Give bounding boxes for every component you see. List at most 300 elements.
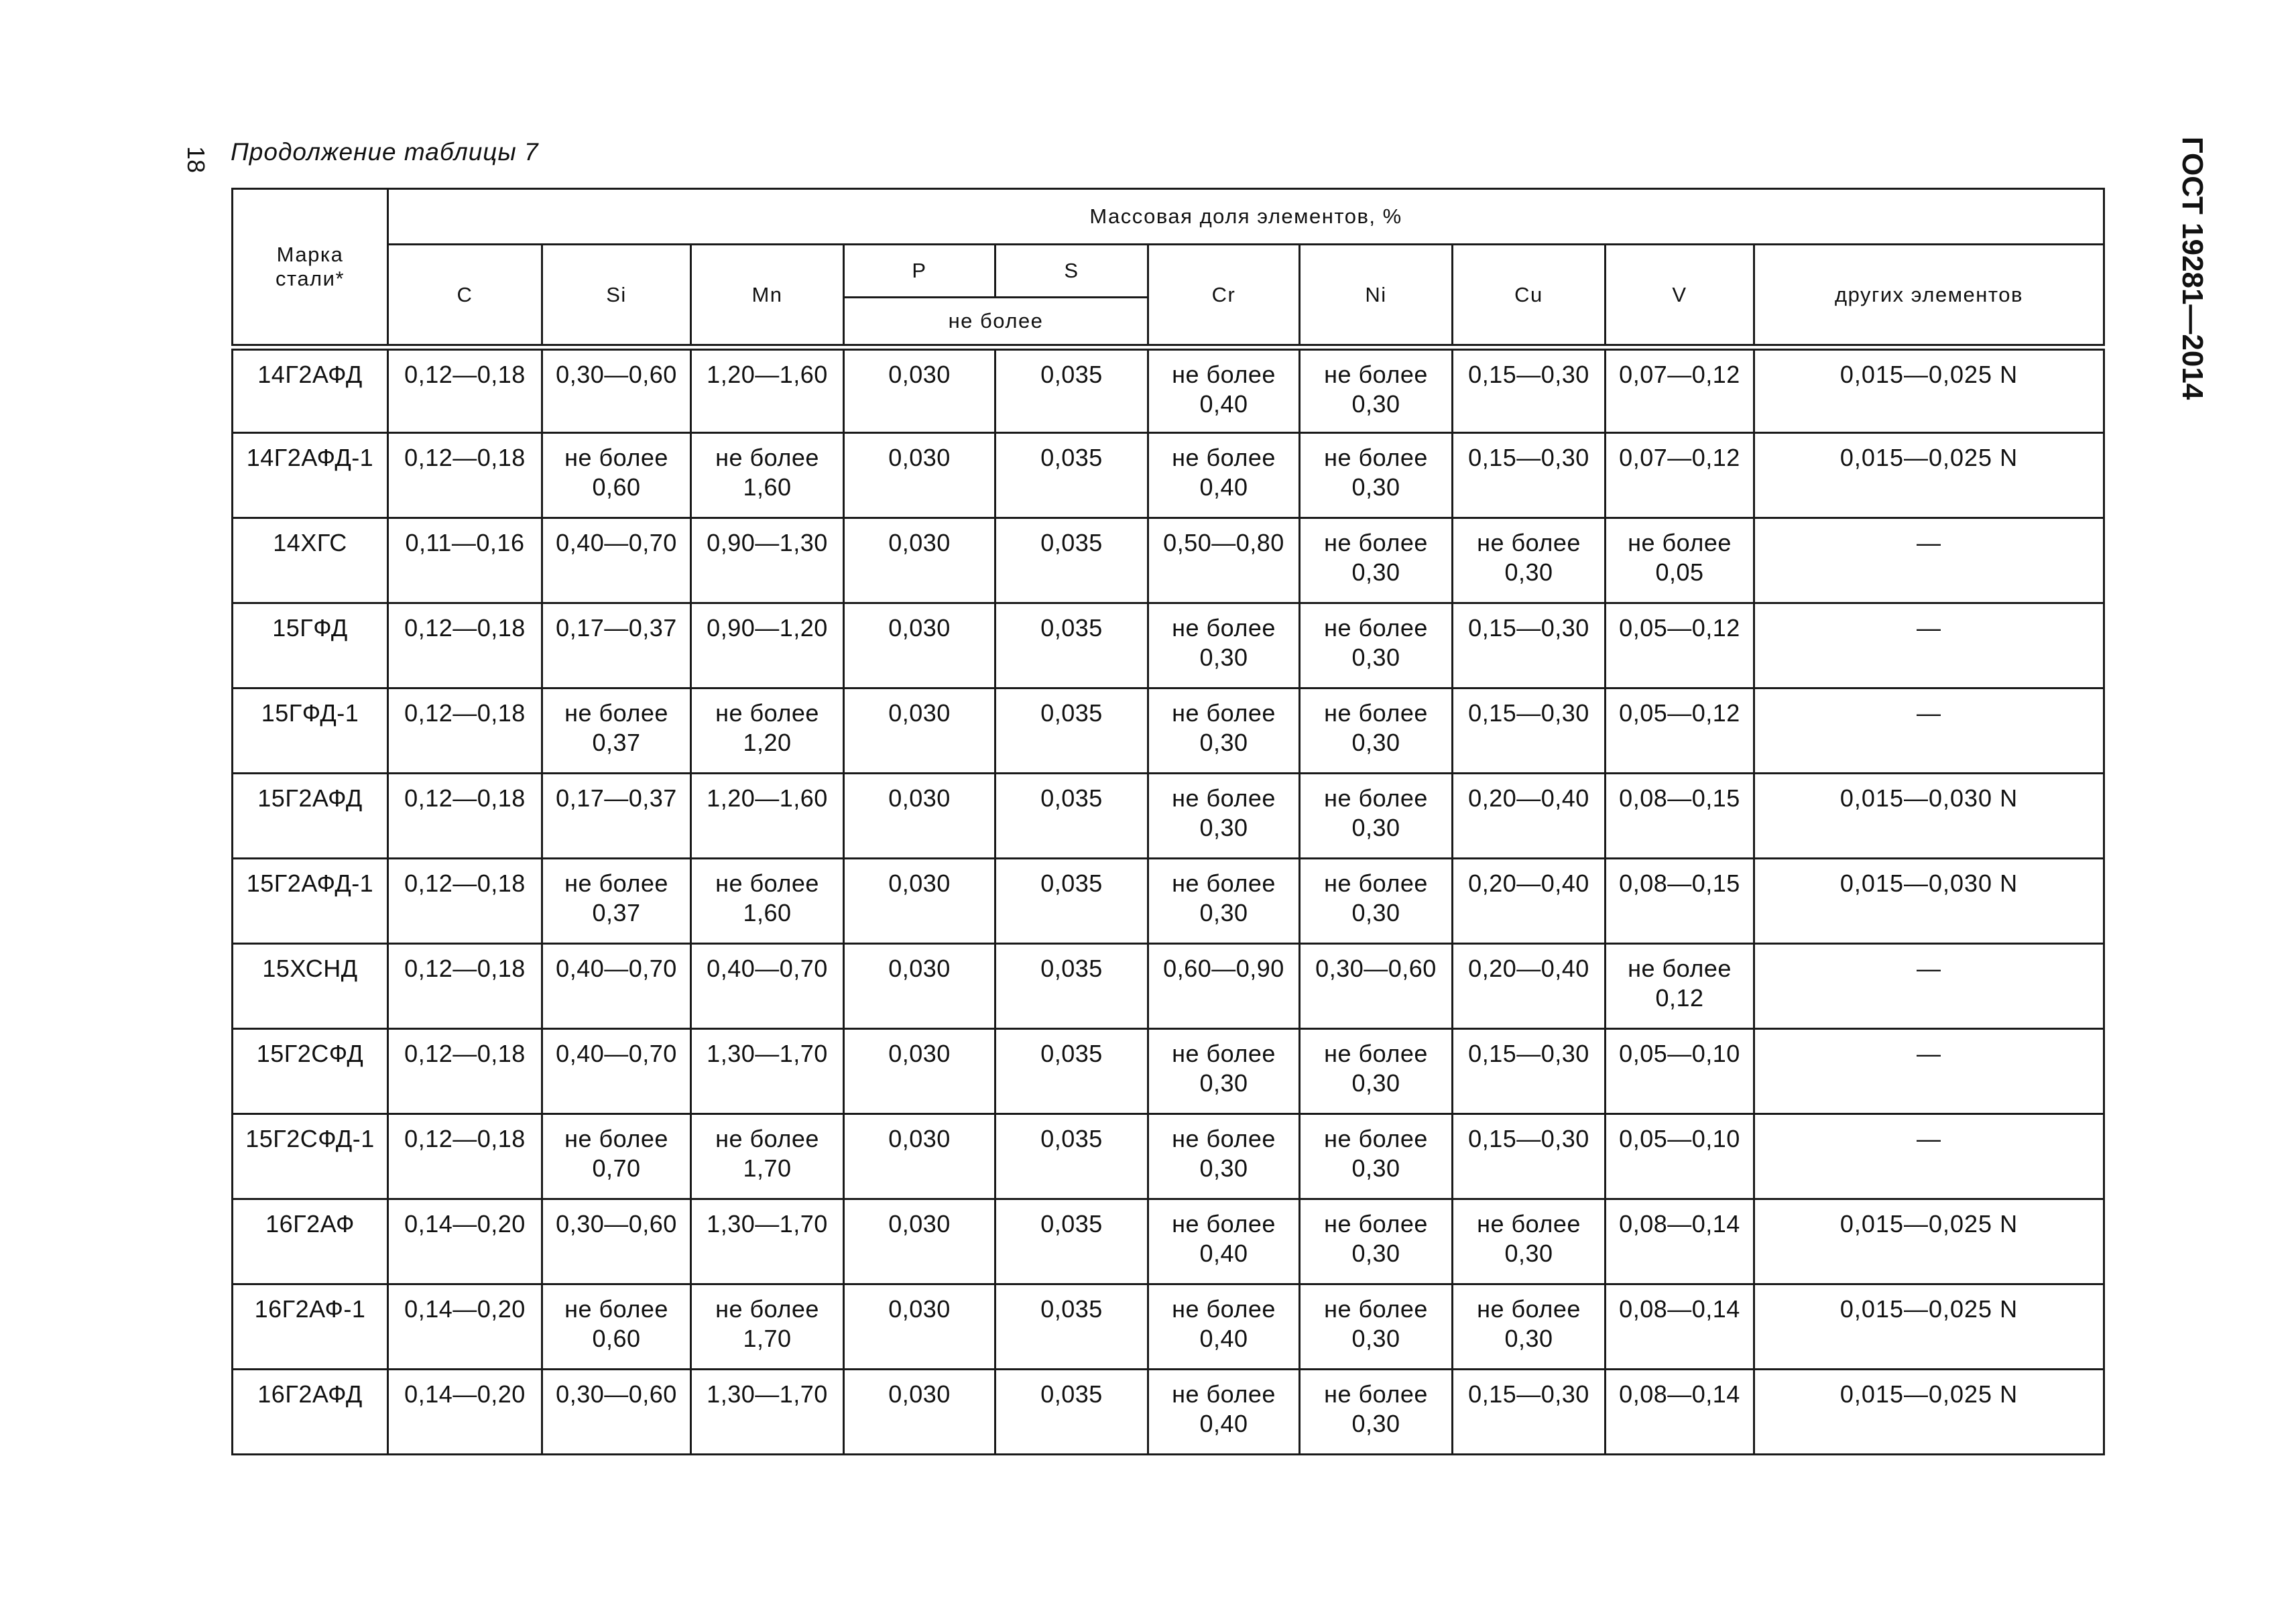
- cell-grade: [233, 1284, 388, 1369]
- cell-text: 0,15—0,30: [1468, 443, 1589, 471]
- cell-p: [844, 347, 995, 432]
- cell-cr: [1148, 1114, 1300, 1199]
- cell-text: 0,90—1,20: [707, 613, 828, 642]
- cell-p: [844, 773, 995, 858]
- cell-text: 0,030: [888, 869, 951, 897]
- cell-text: 1,30—1,70: [707, 1209, 828, 1238]
- cell-text: не более 0,70: [564, 1124, 668, 1182]
- cell-text: 0,035: [1040, 1209, 1103, 1238]
- cell-text: 0,030: [888, 1380, 951, 1408]
- cell-other: [1754, 1114, 2104, 1199]
- cell-text: 14ХГС: [273, 528, 347, 556]
- cell-v: [1606, 432, 1754, 518]
- cell-text: 0,05—0,12: [1619, 699, 1740, 727]
- cell-v: [1606, 1028, 1754, 1114]
- table-caption: Продолжение таблицы 7: [231, 138, 539, 166]
- header-si: Si: [542, 245, 691, 348]
- cell-p: [844, 1284, 995, 1369]
- cell-text: 0,030: [888, 699, 951, 727]
- cell-text: не более 0,37: [564, 699, 668, 756]
- cell-text: 0,035: [1040, 784, 1103, 812]
- cell-ni: [1300, 347, 1453, 432]
- cell-cr: [1148, 858, 1300, 943]
- cell-text: не более 0,30: [1324, 1295, 1428, 1352]
- header-mn: Mn: [691, 245, 844, 348]
- header-s: S: [995, 245, 1148, 298]
- cell-mn: [691, 858, 844, 943]
- cell-text: 0,50—0,80: [1163, 528, 1284, 556]
- cell-ni: [1300, 688, 1453, 773]
- cell-other: [1754, 943, 2104, 1028]
- cell-text: 0,12—0,18: [404, 954, 526, 982]
- cell-si: [542, 347, 691, 432]
- cell-s: [995, 1369, 1148, 1454]
- cell-p: [844, 1369, 995, 1454]
- cell-cu: [1453, 518, 1606, 603]
- cell-text: не более 1,60: [715, 443, 819, 501]
- table-header: [233, 189, 2104, 348]
- cell-text: 0,15—0,30: [1468, 699, 1589, 727]
- header-v: V: [1606, 245, 1754, 348]
- cell-text: не более 0,40: [1172, 1209, 1276, 1267]
- cell-s: [995, 1028, 1148, 1114]
- cell-text: —: [1917, 1124, 1941, 1152]
- cell-text: 0,12—0,18: [404, 1124, 526, 1152]
- cell-text: 0,030: [888, 1124, 951, 1152]
- cell-other: [1754, 518, 2104, 603]
- cell-other: [1754, 1028, 2104, 1114]
- header-p: P: [844, 245, 995, 298]
- cell-mn: [691, 1028, 844, 1114]
- cell-cu: [1453, 603, 1606, 688]
- cell-text: не более 0,30: [1324, 1380, 1428, 1437]
- cell-text: 0,035: [1040, 1039, 1103, 1067]
- cell-other: [1754, 1284, 2104, 1369]
- cell-cu: [1453, 1369, 1606, 1454]
- cell-text: 0,035: [1040, 361, 1103, 388]
- cell-text: 0,40—0,70: [556, 1039, 677, 1067]
- cell-text: 14Г2АФД-1: [246, 443, 374, 471]
- cell-grade: [233, 858, 388, 943]
- cell-ni: [1300, 1284, 1453, 1369]
- cell-text: 0,20—0,40: [1468, 954, 1589, 982]
- cell-si: [542, 1369, 691, 1454]
- cell-other: [1754, 858, 2104, 943]
- cell-text: 0,40—0,70: [556, 528, 677, 556]
- cell-text: 0,15—0,30: [1468, 361, 1589, 388]
- table-row: [233, 773, 2104, 858]
- cell-grade: [233, 1028, 388, 1114]
- cell-text: 16Г2АФ-1: [254, 1295, 366, 1323]
- cell-cr: [1148, 773, 1300, 858]
- cell-p: [844, 1114, 995, 1199]
- cell-text: 0,08—0,14: [1619, 1380, 1740, 1408]
- cell-text: 15ГФД: [272, 613, 348, 642]
- cell-text: 0,12—0,18: [404, 443, 526, 471]
- header-other: других элементов: [1754, 245, 2104, 348]
- cell-text: не более 0,30: [1324, 361, 1428, 418]
- cell-text: не более 0,05: [1628, 528, 1732, 586]
- cell-text: 16Г2АФ: [265, 1209, 355, 1238]
- cell-text: 0,30—0,60: [1315, 954, 1437, 982]
- cell-text: 0,035: [1040, 1295, 1103, 1323]
- cell-mn: [691, 943, 844, 1028]
- cell-text: 0,12—0,18: [404, 1039, 526, 1067]
- cell-cu: [1453, 1199, 1606, 1284]
- cell-s: [995, 1199, 1148, 1284]
- cell-grade: [233, 1369, 388, 1454]
- cell-text: 0,030: [888, 613, 951, 642]
- cell-v: [1606, 943, 1754, 1028]
- cell-grade: [233, 943, 388, 1028]
- cell-si: [542, 1284, 691, 1369]
- cell-text: не более 0,30: [1324, 528, 1428, 586]
- cell-ni: [1300, 773, 1453, 858]
- cell-text: 0,30—0,60: [556, 361, 677, 388]
- cell-ni: [1300, 858, 1453, 943]
- cell-text: —: [1917, 528, 1941, 556]
- cell-v: [1606, 1369, 1754, 1454]
- cell-ni: [1300, 1028, 1453, 1114]
- cell-c: [388, 1028, 542, 1114]
- cell-p: [844, 688, 995, 773]
- cell-other: [1754, 773, 2104, 858]
- cell-mn: [691, 603, 844, 688]
- cell-text: не более 0,30: [1324, 869, 1428, 926]
- cell-mn: [691, 1199, 844, 1284]
- cell-s: [995, 518, 1148, 603]
- cell-cr: [1148, 688, 1300, 773]
- cell-si: [542, 858, 691, 943]
- cell-v: [1606, 773, 1754, 858]
- cell-text: не более 0,30: [1172, 699, 1276, 756]
- cell-text: 0,08—0,14: [1619, 1209, 1740, 1238]
- cell-text: не более 0,30: [1172, 1039, 1276, 1097]
- header-ni: Ni: [1300, 245, 1453, 348]
- cell-text: 0,030: [888, 361, 951, 388]
- cell-text: не более 0,30: [1172, 613, 1276, 671]
- cell-text: 0,40—0,70: [707, 954, 828, 982]
- cell-v: [1606, 688, 1754, 773]
- cell-text: не более 0,60: [564, 443, 668, 501]
- cell-text: не более 0,30: [1477, 528, 1581, 586]
- cell-p: [844, 1028, 995, 1114]
- cell-grade: [233, 773, 388, 858]
- cell-text: 0,15—0,30: [1468, 1380, 1589, 1408]
- table-row: [233, 1114, 2104, 1199]
- cell-mn: [691, 347, 844, 432]
- cell-text: не более 0,30: [1324, 1209, 1428, 1267]
- cell-ni: [1300, 1369, 1453, 1454]
- cell-p: [844, 518, 995, 603]
- cell-mn: [691, 1369, 844, 1454]
- cell-p: [844, 432, 995, 518]
- cell-ni: [1300, 518, 1453, 603]
- cell-v: [1606, 347, 1754, 432]
- cell-c: [388, 347, 542, 432]
- cell-text: 0,14—0,20: [404, 1380, 526, 1408]
- cell-si: [542, 773, 691, 858]
- cell-text: 0,035: [1040, 699, 1103, 727]
- cell-text: 0,15—0,30: [1468, 613, 1589, 642]
- header-no-more: не более: [844, 298, 1148, 348]
- cell-s: [995, 1284, 1148, 1369]
- cell-text: 0,60—0,90: [1163, 954, 1284, 982]
- cell-text: 0,030: [888, 784, 951, 812]
- cell-si: [542, 1028, 691, 1114]
- cell-text: не более 0,30: [1172, 1124, 1276, 1182]
- cell-c: [388, 1199, 542, 1284]
- cell-text: 0,030: [888, 443, 951, 471]
- cell-text: 15Г2АФД-1: [246, 869, 374, 897]
- table-body: [233, 347, 2104, 1454]
- cell-s: [995, 943, 1148, 1028]
- cell-ni: [1300, 432, 1453, 518]
- cell-v: [1606, 1114, 1754, 1199]
- cell-mn: [691, 518, 844, 603]
- cell-text: 15ГФД-1: [261, 699, 359, 727]
- cell-mn: [691, 1284, 844, 1369]
- table-row: [233, 1199, 2104, 1284]
- cell-text: 0,12—0,18: [404, 361, 526, 388]
- table-row: [233, 1284, 2104, 1369]
- cell-other: [1754, 1199, 2104, 1284]
- cell-text: 0,40—0,70: [556, 954, 677, 982]
- cell-c: [388, 432, 542, 518]
- cell-text: 0,030: [888, 1039, 951, 1067]
- cell-s: [995, 773, 1148, 858]
- cell-text: —: [1917, 613, 1941, 642]
- cell-text: 0,035: [1040, 869, 1103, 897]
- cell-text: 0,015—0,025 N: [1839, 1380, 2018, 1408]
- cell-text: 0,17—0,37: [556, 784, 677, 812]
- cell-text: 0,15—0,30: [1468, 1039, 1589, 1067]
- cell-cu: [1453, 688, 1606, 773]
- cell-text: не более 1,60: [715, 869, 819, 926]
- header-grade: Марка стали*: [233, 189, 388, 348]
- cell-c: [388, 858, 542, 943]
- cell-text: 0,90—1,30: [707, 528, 828, 556]
- cell-si: [542, 1114, 691, 1199]
- cell-si: [542, 1199, 691, 1284]
- table-row: [233, 943, 2104, 1028]
- cell-text: не более 0,30: [1324, 699, 1428, 756]
- cell-cu: [1453, 1114, 1606, 1199]
- cell-text: 1,20—1,60: [707, 784, 828, 812]
- cell-text: 0,14—0,20: [404, 1209, 526, 1238]
- cell-grade: [233, 432, 388, 518]
- cell-s: [995, 432, 1148, 518]
- cell-other: [1754, 688, 2104, 773]
- cell-text: не более 1,70: [715, 1124, 819, 1182]
- cell-mn: [691, 773, 844, 858]
- cell-text: 0,14—0,20: [404, 1295, 526, 1323]
- cell-grade: [233, 518, 388, 603]
- cell-text: 0,015—0,025 N: [1839, 443, 2018, 471]
- cell-cr: [1148, 1199, 1300, 1284]
- cell-s: [995, 603, 1148, 688]
- cell-v: [1606, 858, 1754, 943]
- cell-text: 0,20—0,40: [1468, 869, 1589, 897]
- cell-si: [542, 603, 691, 688]
- cell-text: 0,12—0,18: [404, 784, 526, 812]
- cell-si: [542, 688, 691, 773]
- table-row: [233, 858, 2104, 943]
- cell-cu: [1453, 1028, 1606, 1114]
- cell-cr: [1148, 432, 1300, 518]
- cell-text: —: [1917, 1039, 1941, 1067]
- cell-text: 0,11—0,16: [405, 528, 525, 556]
- cell-cr: [1148, 943, 1300, 1028]
- table-row: [233, 518, 2104, 603]
- cell-c: [388, 1284, 542, 1369]
- cell-grade: [233, 347, 388, 432]
- cell-text: 1,20—1,60: [707, 361, 828, 388]
- cell-ni: [1300, 1199, 1453, 1284]
- cell-p: [844, 858, 995, 943]
- cell-ni: [1300, 943, 1453, 1028]
- cell-mn: [691, 1114, 844, 1199]
- cell-cr: [1148, 603, 1300, 688]
- cell-other: [1754, 347, 2104, 432]
- cell-text: 15Г2АФД: [257, 784, 363, 812]
- table-row: [233, 1028, 2104, 1114]
- cell-cr: [1148, 1028, 1300, 1114]
- cell-text: 0,035: [1040, 1380, 1103, 1408]
- cell-text: не более 1,20: [715, 699, 819, 756]
- cell-text: не более 1,70: [715, 1295, 819, 1352]
- cell-text: 0,30—0,60: [556, 1380, 677, 1408]
- cell-text: 0,035: [1040, 443, 1103, 471]
- cell-text: 0,015—0,030 N: [1839, 784, 2018, 812]
- cell-text: —: [1917, 954, 1941, 982]
- cell-text: не более 0,60: [564, 1295, 668, 1352]
- cell-c: [388, 773, 542, 858]
- cell-text: 0,035: [1040, 528, 1103, 556]
- cell-text: 0,08—0,15: [1619, 869, 1740, 897]
- cell-c: [388, 1114, 542, 1199]
- cell-text: 15Г2СФД: [256, 1039, 364, 1067]
- cell-v: [1606, 1199, 1754, 1284]
- cell-cr: [1148, 518, 1300, 603]
- cell-text: 0,05—0,10: [1619, 1039, 1740, 1067]
- cell-cr: [1148, 347, 1300, 432]
- cell-text: 0,030: [888, 954, 951, 982]
- cell-text: не более 0,30: [1477, 1209, 1581, 1267]
- cell-mn: [691, 688, 844, 773]
- table-row: [233, 347, 2104, 432]
- cell-cu: [1453, 1284, 1606, 1369]
- cell-text: 0,12—0,18: [404, 869, 526, 897]
- cell-v: [1606, 1284, 1754, 1369]
- document-id: ГОСТ 19281—2014: [2176, 136, 2209, 400]
- table-row: [233, 1369, 2104, 1454]
- cell-c: [388, 688, 542, 773]
- header-cr: Cr: [1148, 245, 1300, 348]
- cell-text: 0,20—0,40: [1468, 784, 1589, 812]
- cell-text: 0,07—0,12: [1619, 361, 1740, 388]
- cell-grade: [233, 603, 388, 688]
- cell-text: 1,30—1,70: [707, 1039, 828, 1067]
- cell-cr: [1148, 1369, 1300, 1454]
- cell-v: [1606, 518, 1754, 603]
- cell-text: 0,12—0,18: [404, 613, 526, 642]
- cell-text: 0,030: [888, 528, 951, 556]
- cell-c: [388, 1369, 542, 1454]
- cell-text: 0,08—0,14: [1619, 1295, 1740, 1323]
- header-cu: Cu: [1453, 245, 1606, 348]
- cell-text: не более 0,40: [1172, 1295, 1276, 1352]
- cell-text: 0,035: [1040, 1124, 1103, 1152]
- cell-text: 0,05—0,12: [1619, 613, 1740, 642]
- cell-text: 0,015—0,025 N: [1839, 1295, 2018, 1323]
- cell-text: 0,015—0,025 N: [1839, 1209, 2018, 1238]
- cell-grade: [233, 1114, 388, 1199]
- cell-text: не более 0,30: [1324, 1039, 1428, 1097]
- cell-c: [388, 518, 542, 603]
- cell-text: 0,07—0,12: [1619, 443, 1740, 471]
- table-row: [233, 603, 2104, 688]
- cell-s: [995, 1114, 1148, 1199]
- cell-p: [844, 1199, 995, 1284]
- cell-s: [995, 347, 1148, 432]
- cell-grade: [233, 1199, 388, 1284]
- cell-text: не более 0,30: [1477, 1295, 1581, 1352]
- cell-si: [542, 432, 691, 518]
- cell-text: не более 0,30: [1324, 613, 1428, 671]
- cell-text: 15Г2СФД-1: [245, 1124, 375, 1152]
- cell-text: 15ХСНД: [262, 954, 358, 982]
- cell-text: 0,015—0,025 N: [1839, 361, 2018, 388]
- cell-text: не более 0,37: [564, 869, 668, 926]
- cell-text: не более 0,12: [1628, 954, 1732, 1012]
- cell-text: 0,035: [1040, 613, 1103, 642]
- cell-text: не более 0,30: [1324, 443, 1428, 501]
- cell-cu: [1453, 858, 1606, 943]
- cell-text: —: [1917, 699, 1941, 727]
- cell-text: 14Г2АФД: [257, 361, 363, 388]
- cell-text: 16Г2АФД: [257, 1380, 363, 1408]
- table-row: [233, 432, 2104, 518]
- cell-text: 0,17—0,37: [556, 613, 677, 642]
- cell-s: [995, 858, 1148, 943]
- cell-text: 0,30—0,60: [556, 1209, 677, 1238]
- cell-s: [995, 688, 1148, 773]
- cell-c: [388, 943, 542, 1028]
- chemical-composition-table: [231, 188, 2105, 1455]
- cell-ni: [1300, 1114, 1453, 1199]
- cell-mn: [691, 432, 844, 518]
- cell-p: [844, 603, 995, 688]
- cell-si: [542, 518, 691, 603]
- cell-text: 0,030: [888, 1209, 951, 1238]
- cell-cu: [1453, 432, 1606, 518]
- cell-text: не более 0,40: [1172, 443, 1276, 501]
- cell-grade: [233, 688, 388, 773]
- cell-text: 0,12—0,18: [404, 699, 526, 727]
- cell-text: не более 0,30: [1324, 1124, 1428, 1182]
- cell-text: 1,30—1,70: [707, 1380, 828, 1408]
- cell-cu: [1453, 773, 1606, 858]
- cell-text: 0,15—0,30: [1468, 1124, 1589, 1152]
- cell-v: [1606, 603, 1754, 688]
- cell-text: не более 0,30: [1172, 869, 1276, 926]
- header-c: C: [388, 245, 542, 348]
- cell-text: 0,08—0,15: [1619, 784, 1740, 812]
- cell-text: 0,015—0,030 N: [1839, 869, 2018, 897]
- cell-p: [844, 943, 995, 1028]
- page-number: 18: [182, 146, 210, 174]
